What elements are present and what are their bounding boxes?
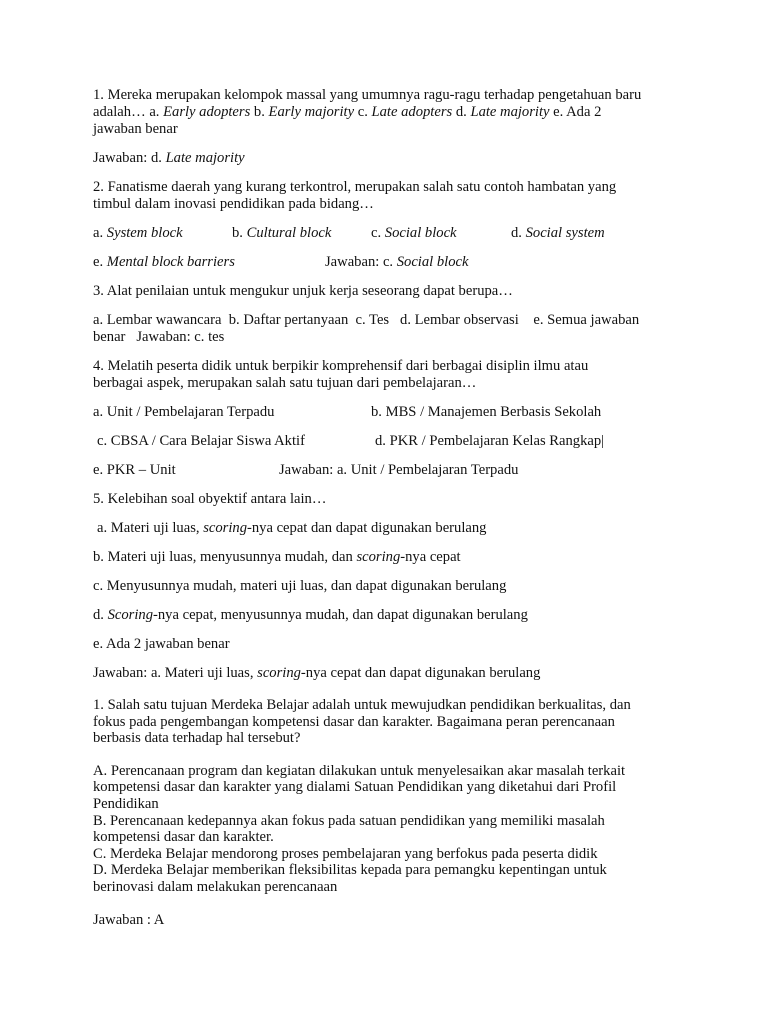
q6-option-b-line2: kompetensi dasar dan karakter. <box>93 829 274 846</box>
q5-option-e: e. Ada 2 jawaban benar <box>93 636 230 652</box>
q5-option-d: d. Scoring-nya cepat, menyusunnya mudah, dan dapat digunakan berulang <box>93 607 528 623</box>
question-3 <box>93 283 693 346</box>
question-2-options-row2 <box>93 254 693 271</box>
q4-option-b: b. MBS / Manajemen Berbasis Sekolah <box>371 404 602 420</box>
q6-option-d-line1: D. Merdeka Belajar memberikan fleksibilitas kepada para pemangku kepentingan untuk <box>93 862 607 879</box>
question-4-options-row2 <box>93 433 693 450</box>
q5-option-c: c. Menyusunnya mudah, materi uji luas, dan dapat digunakan berulang <box>93 578 507 594</box>
question-1-text-line1: 1. Mereka merupakan kelompok massal yang umumnya ragu-ragu terhadap pengetahuan baru <box>93 87 642 103</box>
question-6-answer: Jawaban : A <box>93 911 165 928</box>
question-6-options <box>93 763 693 896</box>
question-6-text-line1: 1. Salah satu tujuan Merdeka Belajar adalah untuk mewujudkan pendidikan berkualitas, dan <box>93 697 631 713</box>
question-6-text-line2: fokus pada pengembangan kompetensi dasar dan karakter. Bagaimana peran perencanaan <box>93 713 615 730</box>
question-4-text-line2: berbagai aspek, merupakan salah satu tujuan dari pembelajaran… <box>93 375 477 391</box>
q1-option-a: Early adopters <box>163 104 251 120</box>
q4-option-c: c. CBSA / Cara Belajar Siswa Aktif <box>97 433 305 449</box>
question-1-text-line2: adalah… a. Early adopters b. Early majority c. Late adopters d. Late majority e. Ada 2 <box>93 104 602 120</box>
q5-option-b: b. Materi uji luas, menyusunnya mudah, dan scoring-nya cepat <box>93 549 461 565</box>
question-4-answer: Jawaban: a. Unit / Pembelajaran Terpadu <box>279 462 519 478</box>
q1-option-b: Early majority <box>268 104 355 120</box>
q6-option-d-line2: berinovasi dalam melakukan perencanaan <box>93 878 338 895</box>
question-6 <box>93 697 693 929</box>
q2-option-a: a. System block <box>93 225 183 241</box>
question-2-text-line1: 2. Fanatisme daerah yang kurang terkontrol, merupakan salah satu contoh hambatan yang <box>93 179 617 195</box>
question-6-text-line3: berbasis data terhadap hal tersebut? <box>93 730 301 747</box>
q2-option-b: b. Cultural block <box>232 225 332 241</box>
question-4 <box>93 358 693 479</box>
question-3-options-line1: a. Lembar wawancara b. Daftar pertanyaan c. Tes d. Lembar observasi e. Semua jawaban <box>93 312 640 328</box>
q1-option-c: Late adopters <box>371 104 453 120</box>
q2-option-e: e. Mental block barriers <box>93 254 235 270</box>
q6-option-c: C. Merdeka Belajar mendorong proses pembelajaran yang berfokus pada peserta didik <box>93 845 598 862</box>
question-2 <box>93 179 693 271</box>
q6-option-a-line3: Pendidikan <box>93 795 159 812</box>
q5-option-a: a. Materi uji luas, scoring-nya cepat dan dapat digunakan berulang <box>97 520 487 536</box>
q1-option-d: Late majority <box>470 104 550 120</box>
question-4-options-row3 <box>93 462 693 479</box>
q2-option-d: d. Social system <box>511 225 605 241</box>
question-2-text-line2: timbul dalam inovasi pendidikan pada bidang… <box>93 196 374 212</box>
question-5-answer: Jawaban: a. Materi uji luas, scoring-nya cepat dan dapat digunakan berulang <box>93 665 541 681</box>
q6-option-a-line2: kompetensi dasar dan karakter yang dialami Satuan Pendidikan yang diketahui dari Profil <box>93 779 617 796</box>
question-4-options-row1 <box>93 404 693 421</box>
q4-option-a: a. Unit / Pembelajaran Terpadu <box>93 404 275 420</box>
q6-option-a-line1: A. Perencanaan program dan kegiatan dilakukan untuk menyelesaikan akar masalah terkait <box>93 762 626 779</box>
question-5 <box>93 491 693 682</box>
question-4-text-line1: 4. Melatih peserta didik untuk berpikir komprehensif dari berbagai disiplin ilmu atau <box>93 358 589 374</box>
q6-option-b-line1: B. Perencanaan kedepannya akan fokus pada satuan pendidikan yang memiliki masalah <box>93 812 605 829</box>
q2-option-c: c. Social block <box>371 225 457 241</box>
q4-option-d: d. PKR / Pembelajaran Kelas Rangkap| <box>375 433 605 449</box>
q1-option-e: e. Ada 2 <box>553 104 602 120</box>
question-3-text: 3. Alat penilaian untuk mengukur unjuk kerja seseorang dapat berupa… <box>93 283 513 299</box>
question-5-text: 5. Kelebihan soal obyektif antara lain… <box>93 491 327 507</box>
question-1 <box>93 87 693 167</box>
question-1-answer: Jawaban: d. Late majority <box>93 150 245 166</box>
q4-option-e: e. PKR – Unit <box>93 462 176 478</box>
document-page <box>93 87 693 929</box>
question-3-options-line2: benar Jawaban: c. tes <box>93 329 225 345</box>
question-2-options-row <box>93 225 693 242</box>
question-2-answer: Jawaban: c. Social block <box>325 254 469 270</box>
question-1-text-line3: jawaban benar <box>93 121 178 137</box>
